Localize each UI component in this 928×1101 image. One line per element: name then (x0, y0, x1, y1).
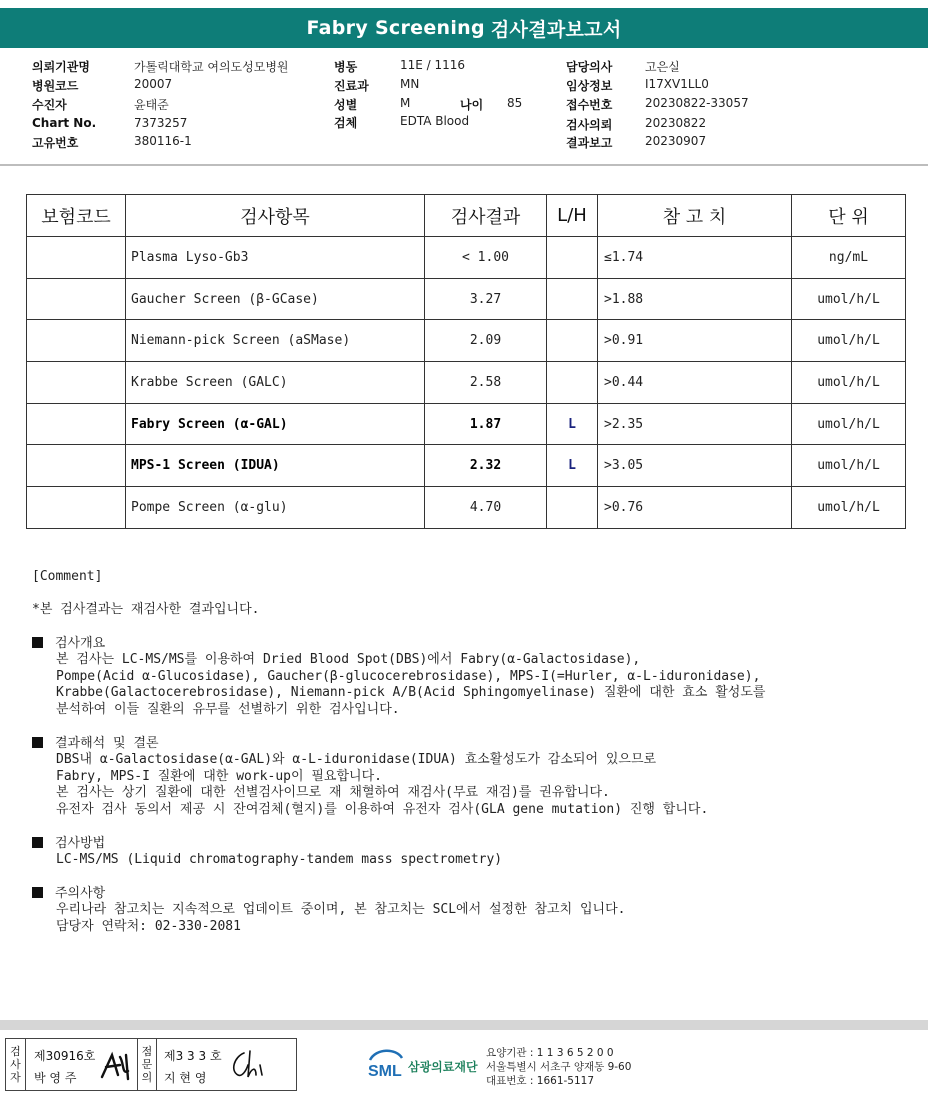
sex-value: M (400, 96, 411, 110)
unique-number-value: 380116-1 (134, 134, 192, 148)
cell-item: Gaucher Screen (β-GCase) (126, 278, 425, 320)
report-title-ko: 검사결과보고서 (490, 18, 622, 41)
section-overview-line: 본 검사는 LC-MS/MS를 이용하여 Dried Blood Spot(DBS)에서 Fabry(α-Galactosidase), (56, 652, 641, 667)
signature-box (5, 1038, 297, 1091)
section-caution-line: 담당자 연락처: 02-330-2081 (56, 918, 241, 934)
section-method-title: 검사방법 (32, 835, 105, 852)
reviewer-signature-icon (228, 1047, 268, 1083)
cell-unit: umol/h/L (792, 445, 906, 487)
patient-value: 윤태준 (134, 98, 169, 112)
tester-label: 검 사 자 (6, 1039, 26, 1090)
square-bullet-icon (32, 737, 43, 748)
sex-label: 성별 (334, 98, 358, 112)
patient-info-section (0, 48, 928, 166)
cell-unit: umol/h/L (792, 278, 906, 320)
org-phone: 대표번호 : 1661-5117 (486, 1075, 595, 1087)
ward-value: 11E / 1116 (400, 58, 466, 72)
cell-code (27, 320, 126, 362)
age-label: 나이 (460, 98, 484, 112)
results-table (26, 194, 906, 529)
cell-item: Krabbe Screen (GALC) (126, 362, 425, 404)
section-caution-line: 우리나라 참고치는 지속적으로 업데이트 중이며, 본 참고치는 SCL에서 설정한 참고치 입니다. (56, 902, 626, 917)
section-overview-title: 검사개요 (32, 635, 105, 652)
cell-lh (547, 237, 598, 279)
section-interpretation-line: DBS내 α-Galactosidase(α-GAL)와 α-L-iduronidase(IDUA) 효소활성도가 감소되어 있으므로 (56, 752, 657, 767)
header-lh: L/H (547, 195, 598, 237)
section-interpretation-title: 결과해석 및 결론 (32, 735, 159, 752)
tester-signature-icon (98, 1049, 134, 1083)
cell-item: Plasma Lyso-Gb3 (126, 237, 425, 279)
footer-divider (0, 1020, 928, 1030)
report-title-en: Fabry Screening (306, 17, 485, 39)
comment-heading: [Comment] (32, 569, 103, 584)
sml-logo-icon (366, 1046, 406, 1082)
section-interpretation-line: Fabry, MPS-I 질환에 대한 work-up이 필요합니다. (56, 768, 382, 784)
section-overview-line: Krabbe(Galactocerebrosidase), Niemann-pick A/B(Acid Sphingomyelinase) 질환에 대한 효소 활성도를 (56, 685, 766, 700)
org-name: 삼광의료재단 (408, 1060, 478, 1074)
cell-lh (547, 320, 598, 362)
cell-code (27, 403, 126, 445)
section-interpretation-line: 유전자 검사 동의서 제공 시 잔여검체(혈지)를 이용하여 유전자 검사(GLA gene mutation) 진행 합니다. (56, 801, 709, 817)
cell-reference: >0.91 (598, 320, 792, 362)
institution-label: 의뢰기관명 (32, 60, 90, 74)
square-bullet-icon (32, 637, 43, 648)
cell-unit: umol/h/L (792, 487, 906, 529)
specimen-value: EDTA Blood (400, 114, 470, 128)
hospital-code-label: 병원코드 (32, 79, 79, 93)
org-code: 요양기관 : 1 1 3 6 5 2 0 0 (486, 1047, 614, 1059)
institution-value: 가톨릭대학교 여의도성모병원 (134, 60, 289, 74)
cell-unit: umol/h/L (792, 403, 906, 445)
cell-unit: ng/mL (792, 237, 906, 279)
clinical-info-label: 임상정보 (566, 79, 613, 93)
request-date-value: 20230822 (645, 116, 707, 130)
square-bullet-icon (32, 837, 43, 848)
table-row (27, 445, 906, 487)
unique-number-label: 고유번호 (32, 136, 79, 150)
reviewer-label: 점 문 의 (137, 1039, 157, 1090)
request-date-label: 검사의뢰 (566, 118, 613, 132)
table-row (27, 487, 906, 529)
ward-label: 병동 (334, 60, 358, 74)
cell-result: 2.32 (425, 445, 547, 487)
cell-reference: >2.35 (598, 403, 792, 445)
dept-value: MN (400, 77, 420, 91)
report-date-value: 20230907 (645, 134, 707, 148)
table-row (27, 403, 906, 445)
cell-code (27, 445, 126, 487)
comment-note: *본 검사결과는 재검사한 결과입니다. (32, 602, 260, 617)
tester-name: 박 영 주 (34, 1071, 77, 1085)
receipt-number-value: 20230822-33057 (645, 96, 749, 110)
cell-result: 2.58 (425, 362, 547, 404)
age-value: 85 (507, 96, 523, 110)
cell-code (27, 237, 126, 279)
section-interpretation-line: 본 검사는 상기 질환에 대한 선별검사이므로 재 채혈하여 재검사(무료 재검)를 권유합니다. (56, 785, 610, 800)
table-row (27, 362, 906, 404)
cell-reference: >0.44 (598, 362, 792, 404)
cell-result: 1.87 (425, 403, 547, 445)
cell-reference: >0.76 (598, 487, 792, 529)
cell-code (27, 362, 126, 404)
cell-unit: umol/h/L (792, 320, 906, 362)
specimen-label: 검체 (334, 116, 358, 130)
cell-result: < 1.00 (425, 237, 547, 279)
org-info (486, 1046, 631, 1088)
report-date-label: 결과보고 (566, 136, 613, 150)
section-overview-line: Pompe(Acid α-Glucosidase), Gaucher(β-glucocerebrosidase), MPS-I(=Hurler, α-L-iduronidase), (56, 668, 761, 684)
header-unit: 단 위 (792, 195, 906, 237)
cell-result: 2.09 (425, 320, 547, 362)
svg-text:SML: SML (368, 1063, 402, 1080)
cell-reference: >1.88 (598, 278, 792, 320)
reviewer-name: 지 현 영 (164, 1071, 207, 1085)
chart-value: 7373257 (134, 116, 188, 130)
header-reference: 참 고 치 (598, 195, 792, 237)
patient-label: 수진자 (32, 98, 67, 112)
cell-code (27, 487, 126, 529)
cell-result: 4.70 (425, 487, 547, 529)
report-title-bar (0, 8, 928, 48)
square-bullet-icon (32, 887, 43, 898)
doctor-value: 고은실 (645, 60, 680, 74)
cell-result: 3.27 (425, 278, 547, 320)
clinical-info-value: I17XV1LL0 (645, 77, 709, 91)
cell-item: Niemann-pick Screen (aSMase) (126, 320, 425, 362)
cell-item: MPS-1 Screen (IDUA) (126, 445, 425, 487)
section-method-line: LC-MS/MS (Liquid chromatography-tandem mass spectrometry) (56, 852, 503, 867)
cell-lh: L (547, 403, 598, 445)
cell-reference: >3.05 (598, 445, 792, 487)
chart-label: Chart No. (32, 116, 97, 130)
section-overview-line: 분석하여 이들 질환의 유무를 선별하기 위한 검사입니다. (56, 701, 400, 717)
results-header-row (27, 195, 906, 237)
receipt-number-label: 접수번호 (566, 98, 613, 112)
cell-item: Fabry Screen (α-GAL) (126, 403, 425, 445)
cell-lh (547, 362, 598, 404)
sml-logo (366, 1046, 406, 1086)
org-address: 서울특별시 서초구 양재동 9-60 (486, 1061, 632, 1073)
table-row (27, 278, 906, 320)
dept-label: 진료과 (334, 79, 369, 93)
table-row (27, 320, 906, 362)
hospital-code-value: 20007 (134, 77, 173, 91)
reviewer-license: 제3 3 3 호 (164, 1049, 222, 1063)
cell-code (27, 278, 126, 320)
tester-license: 제30916호 (34, 1049, 96, 1063)
cell-lh: L (547, 445, 598, 487)
header-result: 검사결과 (425, 195, 547, 237)
cell-item: Pompe Screen (α-glu) (126, 487, 425, 529)
doctor-label: 담당의사 (566, 60, 613, 74)
cell-unit: umol/h/L (792, 362, 906, 404)
header-test-item: 검사항목 (126, 195, 425, 237)
header-insurance-code: 보험코드 (27, 195, 126, 237)
cell-lh (547, 487, 598, 529)
table-row (27, 237, 906, 279)
cell-reference: ≤1.74 (598, 237, 792, 279)
cell-lh (547, 278, 598, 320)
section-caution-title: 주의사항 (32, 885, 105, 902)
